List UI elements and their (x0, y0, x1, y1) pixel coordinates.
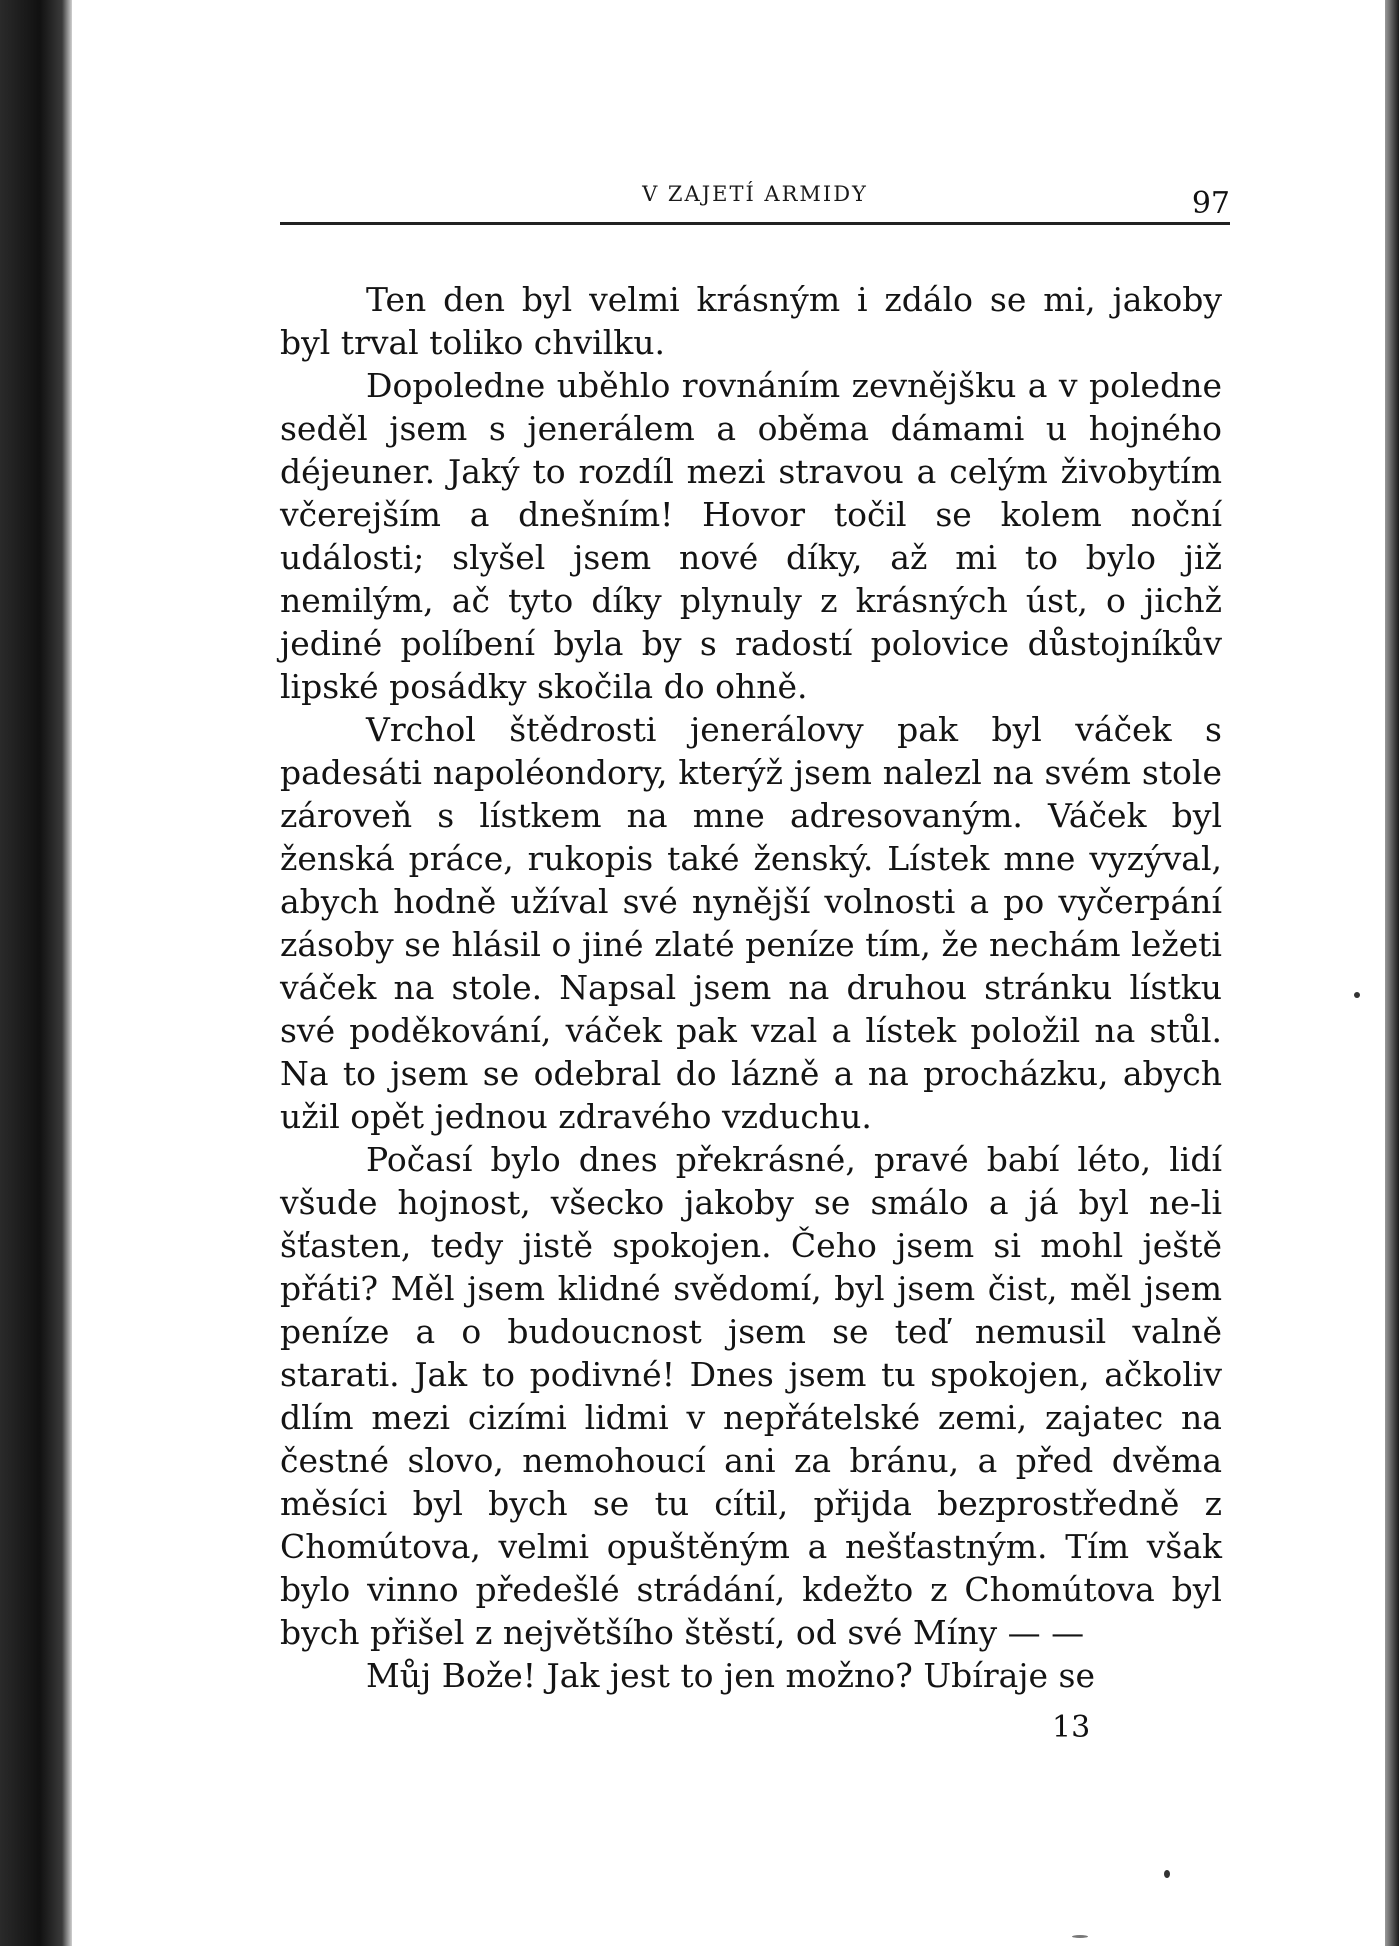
signature-mark: 13 (1052, 1710, 1091, 1745)
header-rule (280, 222, 1230, 225)
paragraph: Dopoledne uběhlo rovnáním zevnějšku a v poledne seděl jsem s jenerálem a oběma dámami u hojného déjeuner. Jaký to rozdíl mezi stravou a celým živobytím včerejším a dnešním! Hovor točil se kolem noční události; slyšel jsem nové díky, až mi to bylo již nemilým, ač tyto díky plynuly z krásných úst, o jichž jediné políbení byla by s radostí polovice důstojníkův lipské posádky skočila do ohně. (280, 366, 1222, 706)
ink-speck (1164, 1870, 1170, 1878)
book-page (72, 0, 1385, 1946)
page-header (280, 150, 1230, 230)
paragraph: Vrchol štědrosti jenerálovy pak byl váček s padesáti napoléondory, kterýž jsem nalezl na svém stole zároveň s lístkem na mne adresovaným. Váček byl ženská práce, rukopis také ženský. Lístek mne vyzýval, abych hodně užíval své nynější volnosti a po vyčerpání zásoby se hlásil o jiné zlaté peníze tím, že nechám ležeti váček na stole. Napsal jsem na druhou stránku lístku své poděkování, váček pak vzal a lístek položil na stůl. Na to jsem se odebral do lázně a na procházku, abych užil opět jednou zdravého vzduchu. (280, 710, 1222, 1136)
page-edge-shadow (1385, 0, 1399, 1946)
body-text (280, 278, 1222, 1697)
paragraph: Můj Bože! Jak jest to jen možno? Ubíraje se (366, 1656, 1096, 1695)
page-number: 97 (1191, 186, 1230, 221)
book-spine-shadow (0, 0, 72, 1946)
ink-speck (1354, 992, 1360, 998)
paragraph: Ten den byl velmi krásným i zdálo se mi, jakoby byl trval toliko chvilku. (280, 280, 1222, 362)
running-title: V ZAJETÍ ARMIDY (642, 182, 868, 206)
ink-speck (1072, 1935, 1088, 1938)
paragraph: Počasí bylo dnes překrásné, pravé babí léto, lidí všude hojnost, všecko jakoby se smálo a já byl ne-li šťasten, tedy jistě spokojen. Čeho jsem si mohl ještě přáti? Měl jsem klidné svědomí, byl jsem čist, měl jsem peníze a o budoucnost jsem se teď nemusil valně starati. Jak to podivné! Dnes jsem tu spokojen, ačkoliv dlím mezi cizími lidmi v nepřátelské zemi, zajatec na čestné slovo, nemohoucí ani za bránu, a před dvěma měsíci byl bych se tu cítil, přijda bezprostředně z Chomútova, velmi opuštěným a nešťastným. Tím však bylo vinno předešlé strádání, kdežto z Chomútova byl bych přišel z největšího štěstí, od své Míny — — (280, 1140, 1222, 1652)
